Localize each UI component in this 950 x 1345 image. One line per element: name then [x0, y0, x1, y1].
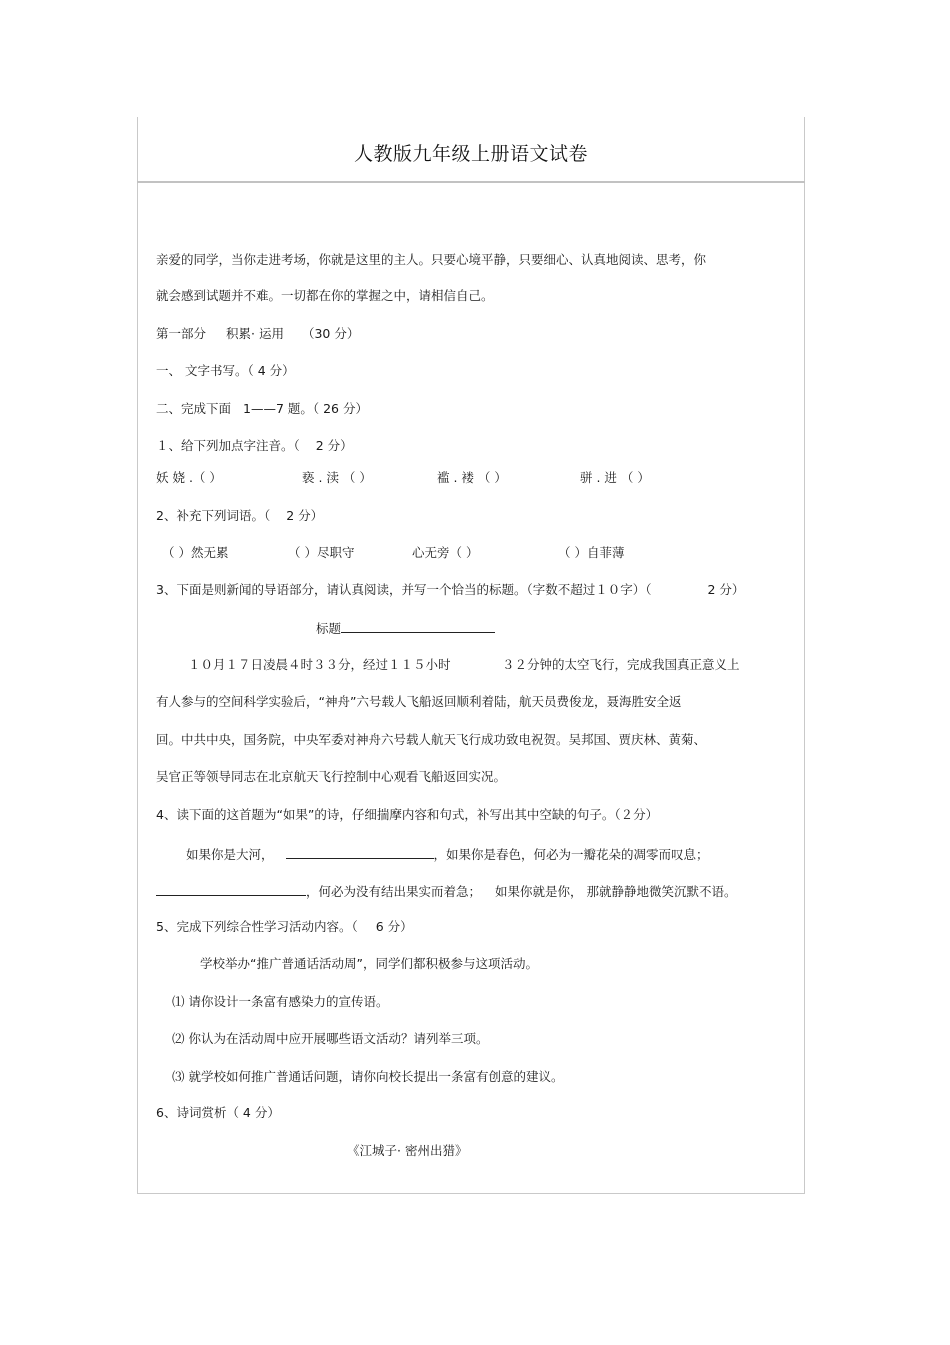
q1-item-2: 亵 . 渎 （ ）: [302, 470, 372, 485]
section2-range: 1——7 题。（ 26 分）: [243, 401, 368, 416]
part1-score: （30 分）: [301, 326, 360, 341]
q4-poem-line-1: [186, 845, 709, 863]
q5-sub-1: ⑴ 请你设计一条富有感染力的宣传语。: [172, 994, 389, 1009]
intro-line-1: 亲爱的同学，当你走进考场，你就是这里的主人。只要心境平静，只要细心、认真地阅读、思考，你: [156, 252, 707, 267]
q1-stem: [156, 438, 353, 454]
q3-news-line-3: 回。中共中央，国务院，中央军委对神舟六号载人航天飞行成功致电祝贺。吴邦国、贾庆林、黄菊、: [156, 732, 707, 747]
q5-score: 6 分）: [375, 919, 413, 934]
section2-heading: [156, 401, 368, 417]
q3-news-line-2: 有人参与的空间科学实验后，“神舟”六号载人飞船返回顺利着陆，航天员费俊龙，聂海胜安全返: [156, 694, 682, 709]
q1-score: 2 分）: [315, 438, 353, 453]
q3-title-label: 标题: [316, 621, 342, 636]
section2-label: 二、完成下面: [156, 401, 232, 416]
q2-stem-text: 2、补充下列词语。（: [156, 508, 271, 523]
q3-title-line: [316, 619, 495, 637]
q3-news-line-1b: ３２分钟的太空飞行，完成我国真正意义上: [502, 657, 740, 672]
intro-line-2: 就会感到试题并不难。一切都在你的掌握之中，请相信自己。: [156, 288, 494, 303]
q6-stem: 6、诗词赏析（ 4 分）: [156, 1105, 280, 1120]
q3-news-line-1a: １０月１７日凌晨４时３３分，经过１１５小时: [188, 657, 451, 672]
section1-heading: 一、 文字书写。（ 4 分）: [156, 363, 295, 378]
q6-poem-title: 《江城子· 密州出猎》: [347, 1143, 468, 1158]
q5-sub-2: ⑵ 你认为在活动周中应开展哪些语文活动？请列举三项。: [172, 1031, 489, 1046]
q2-stem: [156, 508, 323, 524]
q2-item-1: （ ）然无累: [162, 545, 229, 560]
q1-item-1: 妖 娆 .（ ）: [156, 470, 222, 485]
q5-sub-3: ⑶ 就学校如何推广普通话问题，请你向校长提出一条富有创意的建议。: [172, 1069, 564, 1084]
q5-stem-text: 5、完成下列综合性学习活动内容。（: [156, 919, 358, 934]
q4-stem: 4、读下面的这首题为“如果”的诗，仔细揣摩内容和句式，补写出其中空缺的句子。（２分）: [156, 807, 659, 822]
q3-score: 2 分）: [707, 582, 745, 597]
q1-stem-text: １、给下列加点字注音。（: [156, 438, 300, 453]
part1-name: 积累· 运用: [226, 326, 284, 341]
q5-context: 学校举办“推广普通话活动周”，同学们都积极参与这项活动。: [200, 956, 538, 971]
q4-poem-b: ，如果你是春色，何必为一瓣花朵的凋零而叹息；: [433, 847, 709, 862]
q4-poem-line-2: [156, 882, 737, 900]
q3-stem-text: 3、下面是则新闻的导语部分，请认真阅读，并写一个恰当的标题。（字数不超过１０字）（: [156, 582, 652, 597]
title-header: [137, 117, 805, 183]
q4-poem-a: 如果你是大河，: [186, 847, 274, 862]
part1-label: 第一部分: [156, 326, 207, 341]
page-title: 人教版九年级上册语文试卷: [353, 143, 588, 165]
q2-item-3: 心无旁（ ）: [412, 545, 479, 560]
q3-title-blank[interactable]: [341, 619, 495, 633]
q2-item-2: （ ）尽职守: [288, 545, 355, 560]
q1-item-3: 褴 . 褛 （ ）: [437, 470, 507, 485]
q3-news-line-4: 吴官正等领导同志在北京航天飞行控制中心观看飞船返回实况。: [156, 769, 507, 784]
q2-score: 2 分）: [286, 508, 324, 523]
q4-blank-2[interactable]: [156, 882, 306, 896]
q2-item-4: （ ）自菲薄: [558, 545, 625, 560]
q1-item-4: 骈 . 进 （ ）: [580, 470, 650, 485]
q5-stem: [156, 919, 413, 935]
part1-heading: [156, 326, 359, 342]
q4-poem-c: ，何必为没有结出果实而着急；: [306, 884, 482, 899]
q4-blank-1[interactable]: [286, 845, 434, 859]
q3-stem: [156, 582, 744, 598]
q4-poem-d: 如果你就是你， 那就静静地微笑沉默不语。: [495, 884, 737, 899]
